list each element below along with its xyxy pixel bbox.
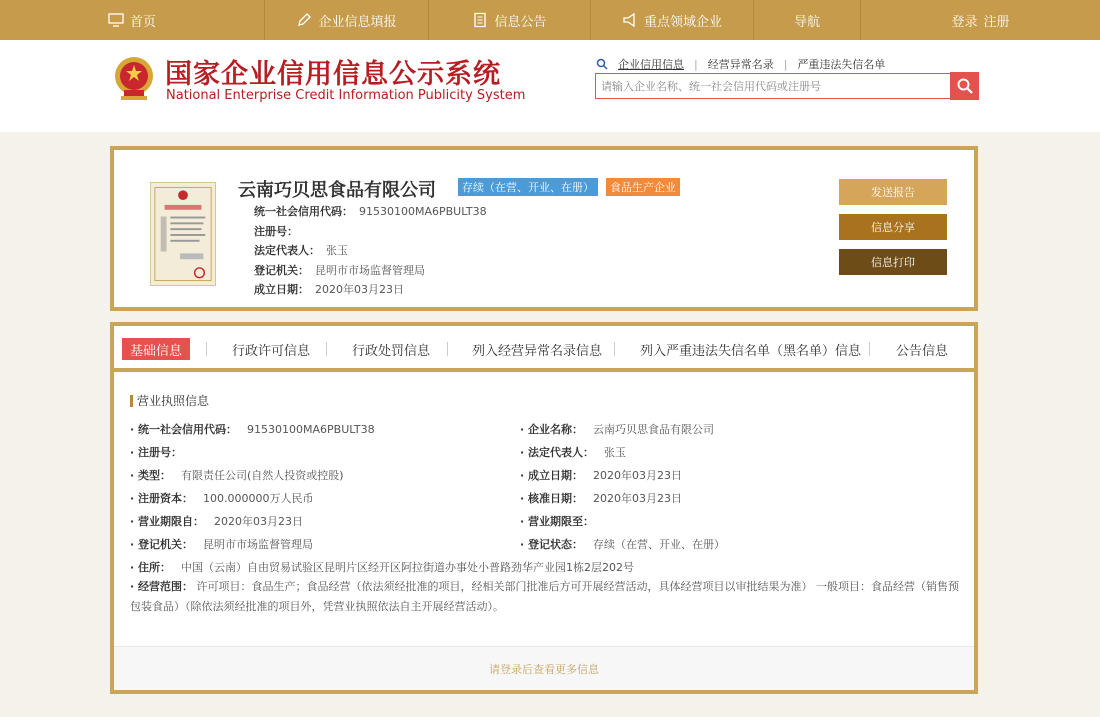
field-value: 2020年03月23日 — [214, 515, 304, 528]
license-field — [130, 490, 314, 506]
info-tabs — [114, 326, 974, 372]
tab-abnormal-list[interactable]: 列入经营异常名录信息 — [472, 343, 603, 359]
field-label: · 住所： — [130, 561, 172, 574]
business-license-image — [150, 182, 216, 286]
info-value: 91530100MA6PBULT38 — [359, 205, 487, 218]
search-input[interactable] — [595, 73, 951, 99]
license-field — [130, 467, 344, 483]
field-value: 云南巧贝思食品有限公司 — [593, 423, 715, 436]
share-info-button[interactable]: 信息分享 — [839, 214, 947, 240]
field-value: 许可项目：食品生产；食品经营（依法须经批准的项目，经相关部门批准后方可开展经营活动，具体经营项目以审批结果为准） 一般项目：食品经营（销售预包装食品）（除依法须经批准的项目外，凭营业执照依法自主开展经营活动）。 — [130, 580, 960, 613]
search-icon — [596, 58, 608, 70]
edit-icon — [296, 12, 312, 28]
top-navigation — [0, 0, 1100, 40]
field-value: 存续（在营、开业、在册） — [593, 538, 726, 551]
field-value: 2020年03月23日 — [593, 492, 683, 505]
business-scope — [130, 577, 960, 617]
company-summary-card — [110, 146, 978, 311]
license-field — [520, 421, 714, 437]
field-value: 有限责任公司(自然人投资或控股) — [181, 469, 344, 482]
info-line — [254, 241, 487, 261]
nav-key-industry-label: 重点领域企业 — [643, 14, 722, 30]
detail-panel — [110, 322, 978, 694]
field-label: · 核准日期： — [520, 492, 584, 505]
tab-blacklist[interactable]: 列入严重违法失信名单（黑名单）信息 — [640, 343, 862, 359]
system-subtitle: National Enterprise Credit Information Publicity System — [166, 88, 526, 103]
address-field — [130, 559, 634, 575]
info-label: 成立日期： — [254, 283, 309, 296]
company-name: 云南巧贝思食品有限公司 — [238, 180, 436, 201]
field-value: 91530100MA6PBULT38 — [247, 423, 375, 436]
search-icon — [956, 77, 974, 95]
login-hint-link[interactable]: 请登录后查看更多信息 — [489, 662, 599, 676]
login-hint-bar — [114, 646, 974, 690]
search-placeholder: 请输入企业名称、统一社会信用代码或注册号 — [601, 80, 821, 93]
field-value: 100.000000万人民币 — [203, 492, 314, 505]
nav-announce-label: 信息公告 — [494, 14, 547, 30]
field-label: · 成立日期： — [520, 469, 584, 482]
field-label: · 登记状态： — [520, 538, 584, 551]
info-value: 张玉 — [326, 244, 348, 257]
license-field — [520, 513, 604, 529]
status-badge: 存续（在营、开业、在册） — [458, 178, 598, 196]
license-field — [130, 513, 303, 529]
system-title: 国家企业信用信息公示系统 — [165, 59, 501, 90]
link-divider: | — [783, 57, 788, 71]
search-type-links — [596, 56, 885, 72]
tab-basic-info[interactable]: 基础信息 — [122, 338, 190, 360]
info-label: 法定代表人： — [254, 244, 320, 257]
license-field — [520, 490, 682, 506]
section-marker — [130, 395, 133, 407]
company-basic-info — [254, 202, 487, 300]
field-label: · 经营范围： — [130, 580, 194, 593]
field-value: 2020年03月23日 — [593, 469, 683, 482]
tab-divider — [869, 342, 870, 356]
document-icon — [472, 12, 488, 28]
field-label: · 登记机关： — [130, 538, 194, 551]
section-title — [130, 392, 209, 409]
field-value: 中国（云南）自由贸易试验区昆明片区经开区阿拉街道办事处小普路劲华产业园1栋2层202号 — [181, 561, 635, 574]
field-label: · 统一社会信用代码： — [130, 423, 238, 436]
info-label: 登记机关： — [254, 263, 309, 277]
field-label: · 营业期限至： — [520, 515, 595, 528]
section-title-text: 营业执照信息 — [137, 394, 210, 408]
nav-home-label: 首页 — [129, 14, 156, 30]
megaphone-icon — [622, 12, 638, 28]
industry-badge: 食品生产企业 — [606, 178, 680, 196]
info-label: 统一社会信用代码： — [254, 205, 353, 218]
nav-key-industry[interactable] — [591, 0, 754, 40]
login-link[interactable]: 登录 — [951, 14, 978, 30]
tab-divider — [326, 342, 327, 356]
field-value: 昆明市市场监督管理局 — [203, 538, 314, 551]
tab-divider — [447, 342, 448, 356]
info-label: 注册号： — [254, 224, 298, 238]
register-link[interactable]: 注册 — [983, 14, 1010, 30]
license-field — [130, 444, 192, 460]
send-report-button[interactable]: 发送报告 — [839, 179, 947, 205]
info-value: 2020年03月23日 — [315, 283, 404, 296]
nav-navigation-label: 导航 — [793, 14, 820, 30]
link-divider: | — [694, 57, 698, 71]
search-link-credit[interactable]: 企业信用信息 — [618, 58, 684, 71]
license-field — [520, 444, 626, 460]
nav-report-label: 企业信息填报 — [318, 14, 397, 30]
field-label: · 注册资本： — [130, 492, 194, 505]
field-label: · 注册号： — [130, 446, 183, 459]
monitor-icon — [108, 12, 124, 28]
field-value: 张玉 — [604, 446, 627, 459]
nav-report[interactable] — [265, 0, 429, 40]
field-label: · 企业名称： — [520, 423, 584, 436]
nav-navigation[interactable] — [754, 0, 861, 40]
search-link-blacklist[interactable]: 严重违法失信名单 — [797, 58, 886, 71]
info-line — [254, 222, 487, 242]
tab-admin-penalty[interactable]: 行政处罚信息 — [352, 343, 431, 359]
nav-account — [861, 0, 1100, 40]
field-label: · 营业期限自： — [130, 515, 205, 528]
tab-divider — [206, 342, 207, 356]
nav-home[interactable] — [0, 0, 265, 40]
license-field — [130, 421, 375, 437]
field-label: · 法定代表人： — [520, 446, 595, 459]
info-line — [254, 261, 487, 281]
tab-announcements[interactable]: 公告信息 — [896, 343, 949, 359]
license-field — [520, 536, 725, 552]
nav-announce[interactable] — [429, 0, 591, 40]
field-label: · 类型： — [130, 469, 172, 482]
search-button[interactable] — [950, 72, 979, 100]
info-line — [254, 280, 487, 300]
info-line — [254, 202, 487, 222]
info-value: 昆明市市场监督管理局 — [315, 263, 425, 277]
license-field — [130, 536, 313, 552]
national-emblem-icon — [112, 54, 156, 102]
print-info-button[interactable]: 信息打印 — [839, 249, 947, 275]
license-field — [520, 467, 682, 483]
search-link-abnormal[interactable]: 经营异常名录 — [707, 58, 774, 71]
tab-divider — [614, 342, 615, 356]
tab-admin-license[interactable]: 行政许可信息 — [232, 343, 311, 359]
